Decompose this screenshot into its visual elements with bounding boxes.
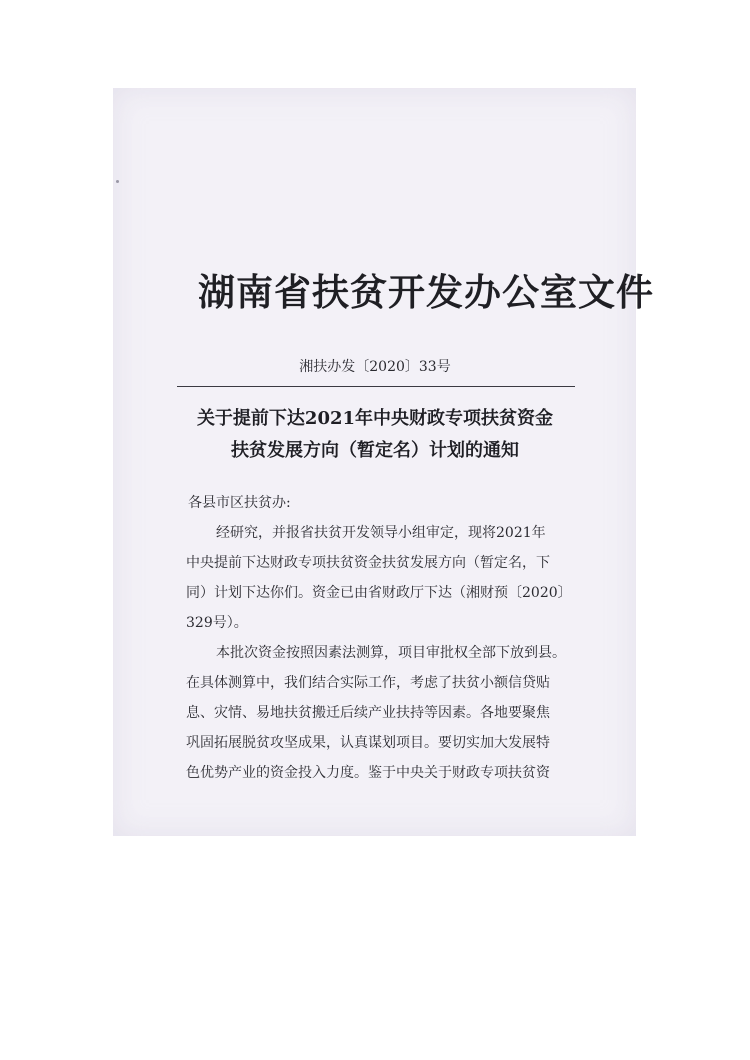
document-title-line-1: 关于提前下达2021年中央财政专项扶贫资金 <box>196 408 554 429</box>
scan-speck <box>116 180 119 183</box>
body-line-7: 息、灾情、易地扶贫搬迁后续产业扶持等因素。各地要聚焦 <box>186 705 550 721</box>
issuing-authority-title: 湖南省扶贫开发办公室文件 <box>198 270 654 314</box>
body-line-8: 巩固拓展脱贫攻坚成果，认真谋划项目。要切实加大发展特 <box>186 735 550 751</box>
body-line-6: 在具体测算中，我们结合实际工作，考虑了扶贫小额信贷贴 <box>186 675 550 691</box>
document-number: 湘扶办发〔2020〕33号 <box>299 359 451 375</box>
document-title-line-2: 扶贫发展方向（暂定名）计划的通知 <box>231 440 519 461</box>
scanned-page <box>113 88 654 836</box>
body-line-3: 同）计划下达你们。资金已由省财政厅下达（湘财预〔2020〕 <box>186 585 572 601</box>
body-line-2: 中央提前下达财政专项扶贫资金扶贫发展方向（暂定名，下 <box>186 555 550 571</box>
body-line-1: 经研究，并报省扶贫开发领导小组审定，现将2021年 <box>216 525 546 541</box>
header-divider <box>177 386 575 387</box>
body-line-5: 本批次资金按照因素法测算，项目审批权全部下放到县。 <box>216 645 566 661</box>
body-line-9: 色优势产业的资金投入力度。鉴于中央关于财政专项扶贫资 <box>186 765 550 781</box>
recipient-salutation: 各县市区扶贫办: <box>188 495 291 511</box>
body-line-4: 329号）。 <box>186 615 248 631</box>
